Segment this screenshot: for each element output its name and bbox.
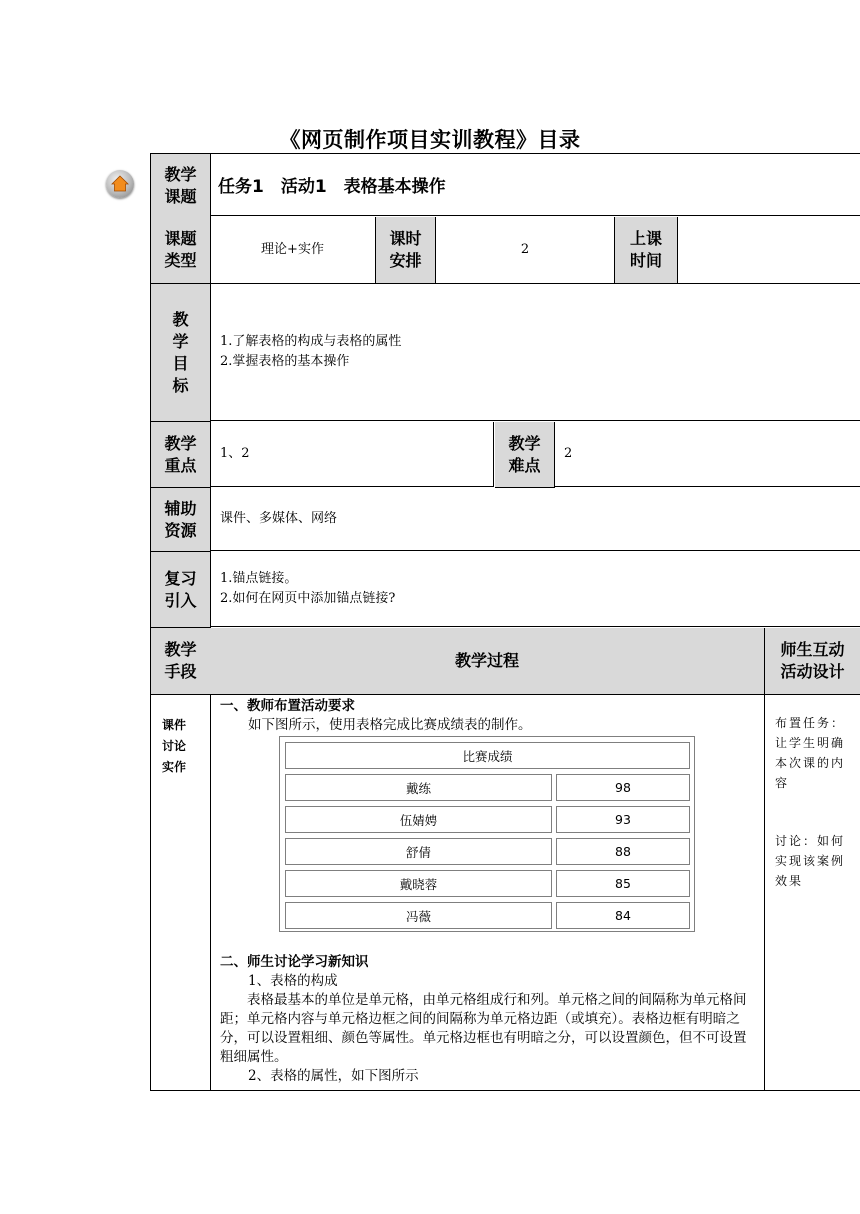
label-key-points: 教学 重点 <box>150 422 211 488</box>
sample-score-cell: 98 <box>556 774 690 801</box>
label-goals: 教 学 目 标 <box>150 284 211 422</box>
section2-sub1: 1、表格的构成 <box>248 973 338 989</box>
sample-name-cell: 舒倩 <box>285 838 552 865</box>
section1-text: 如下图所示，使用表格完成比赛成绩表的制作。 <box>248 717 532 733</box>
means-methods-cell <box>150 695 211 1091</box>
sample-name-cell: 冯薇 <box>285 902 552 929</box>
sample-score-cell: 88 <box>556 838 690 865</box>
sample-name-cell: 戴晓蓉 <box>285 870 552 897</box>
label-class-time: 上课 时间 <box>615 217 678 284</box>
label-type: 课题 类型 <box>150 217 211 284</box>
review-item: 1.锚点链接。 <box>220 571 298 586</box>
label-difficult-points: 教学 难点 <box>495 422 555 488</box>
sample-caption: 比赛成绩 <box>285 742 690 769</box>
section2-sub2: 2、表格的属性，如下图所示 <box>248 1068 419 1084</box>
section1-title: 一、教师布置活动要求 <box>220 698 355 714</box>
review-item: 2.如何在网页中添加锚点链接? <box>220 591 396 606</box>
label-hours: 课时 安排 <box>376 217 436 284</box>
key-points-value: 1、2 <box>210 422 494 487</box>
label-means: 教学 手段 <box>150 628 211 695</box>
class-time-value <box>678 217 860 284</box>
method-item: 讨论 <box>162 739 187 753</box>
review-cell <box>210 552 860 627</box>
type-value: 理论+实作 <box>210 217 376 284</box>
sample-score-table <box>279 736 695 932</box>
difficult-points-value: 2 <box>555 422 860 487</box>
topic-cell <box>210 153 860 216</box>
method-item: 实作 <box>162 760 187 774</box>
sample-score-cell: 85 <box>556 870 690 897</box>
page-title: 《网页制作项目实训教程》目录 <box>279 128 581 152</box>
section2-title: 二、师生讨论学习新知识 <box>220 954 369 970</box>
process-header: 教学过程 <box>210 628 765 695</box>
topic-value: 任务1 活动1 表格基本操作 <box>218 177 446 197</box>
goal-item: 2.掌握表格的基本操作 <box>220 354 350 369</box>
interaction-header: 师生互动 活动设计 <box>765 628 860 695</box>
sample-score-cell: 84 <box>556 902 690 929</box>
hours-value: 2 <box>436 217 615 284</box>
label-topic: 教学 课题 <box>150 153 211 218</box>
resources-value: 课件、多媒体、网络 <box>210 488 860 551</box>
interaction-cell <box>765 695 860 1091</box>
home-icon[interactable] <box>106 170 134 198</box>
interaction-note-2: 讨论：如何实现该案例效果 <box>775 834 846 888</box>
sample-score-cell: 93 <box>556 806 690 833</box>
goals-cell <box>210 284 860 421</box>
label-review: 复习 引入 <box>150 552 211 628</box>
interaction-note-1: 布置任务：让学生明确本次课的内容 <box>775 716 846 790</box>
sample-name-cell: 伍婧娉 <box>285 806 552 833</box>
sample-name-cell: 戴练 <box>285 774 552 801</box>
label-resources: 辅助 资源 <box>150 488 211 552</box>
method-item: 课件 <box>162 718 187 732</box>
section2-para: 表格最基本的单位是单元格，由单元格组成行和列。单元格之间的间隔称为单元格间距；单元格内容与单元格边框之间的间隔称为单元格边距（或填充）。表格边框有明暗之分，可以设置粗细、颜色等属性。单元格边框也有明暗之分，可以设置颜色，但不可设置粗细属性。 <box>220 992 747 1065</box>
goal-item: 1.了解表格的构成与表格的属性 <box>220 334 402 349</box>
